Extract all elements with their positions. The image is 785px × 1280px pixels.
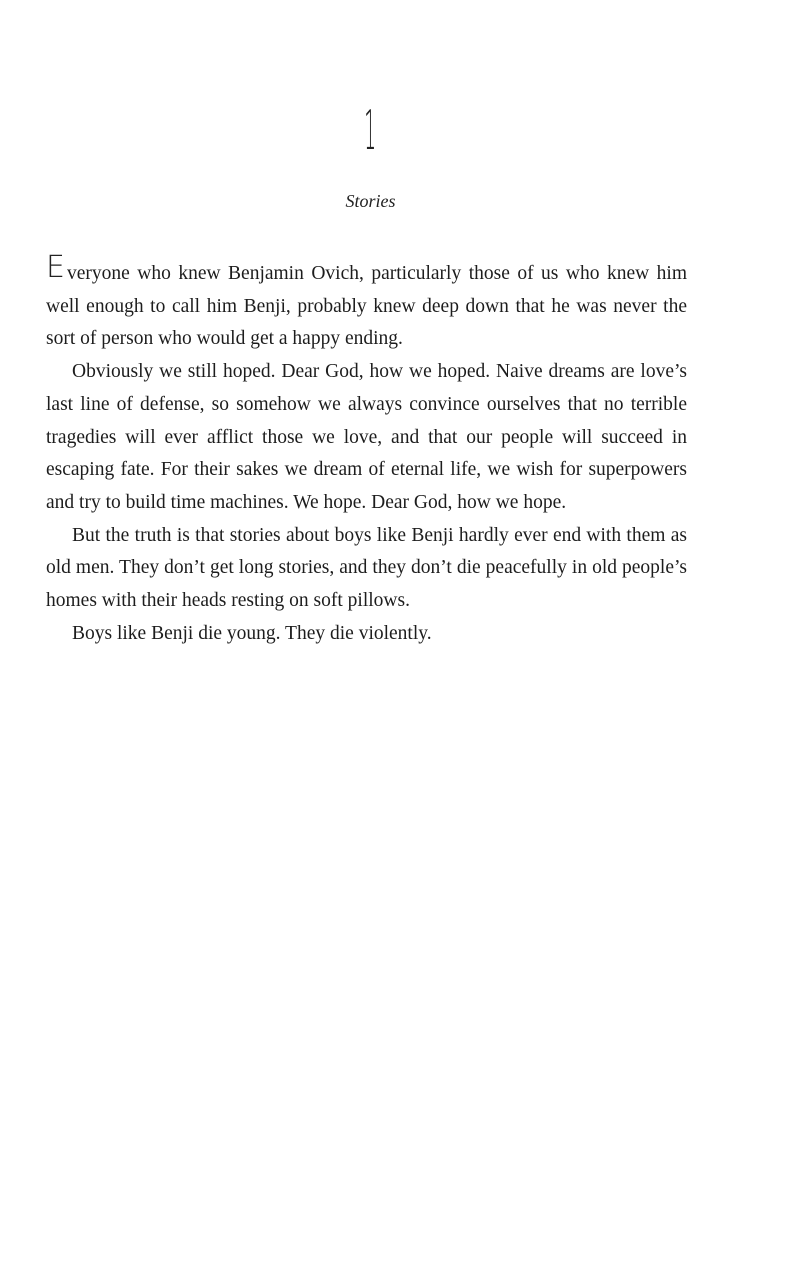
chapter-title: Stories: [345, 191, 396, 211]
paragraph-3: But the truth is that stories about boys like Benji hardly ever end with them as old men. They don’t get long stories, and they don’t die peacefully in old people’s homes with their heads resting on soft pillows.: [46, 524, 687, 612]
paragraph-1: [46, 250, 687, 356]
paragraph-2: Obviously we still hoped. Dear God, how we hoped. Naive dreams are love’s last line of defense, so somehow we always convince ourselves that no terrible tragedies will ever afflict those we love, and that our people will succeed in escaping fate. For their sakes we dream of eternal life, we wish for superpowers and try to build time machines. We hope. Dear God, how we hope.: [46, 361, 687, 513]
chapter-body: [46, 250, 687, 650]
drop-cap-letter: E: [46, 250, 65, 285]
paragraph-1-text: veryone who knew Benjamin Ovich, particularly those of us who knew him well enough to call him Benji, probably knew deep down that he was never the sort of person who would get a happy ending.: [46, 263, 687, 350]
chapter-number: 1: [364, 99, 377, 162]
paragraph-4: Boys like Benji die young. They die violently.: [72, 622, 432, 644]
